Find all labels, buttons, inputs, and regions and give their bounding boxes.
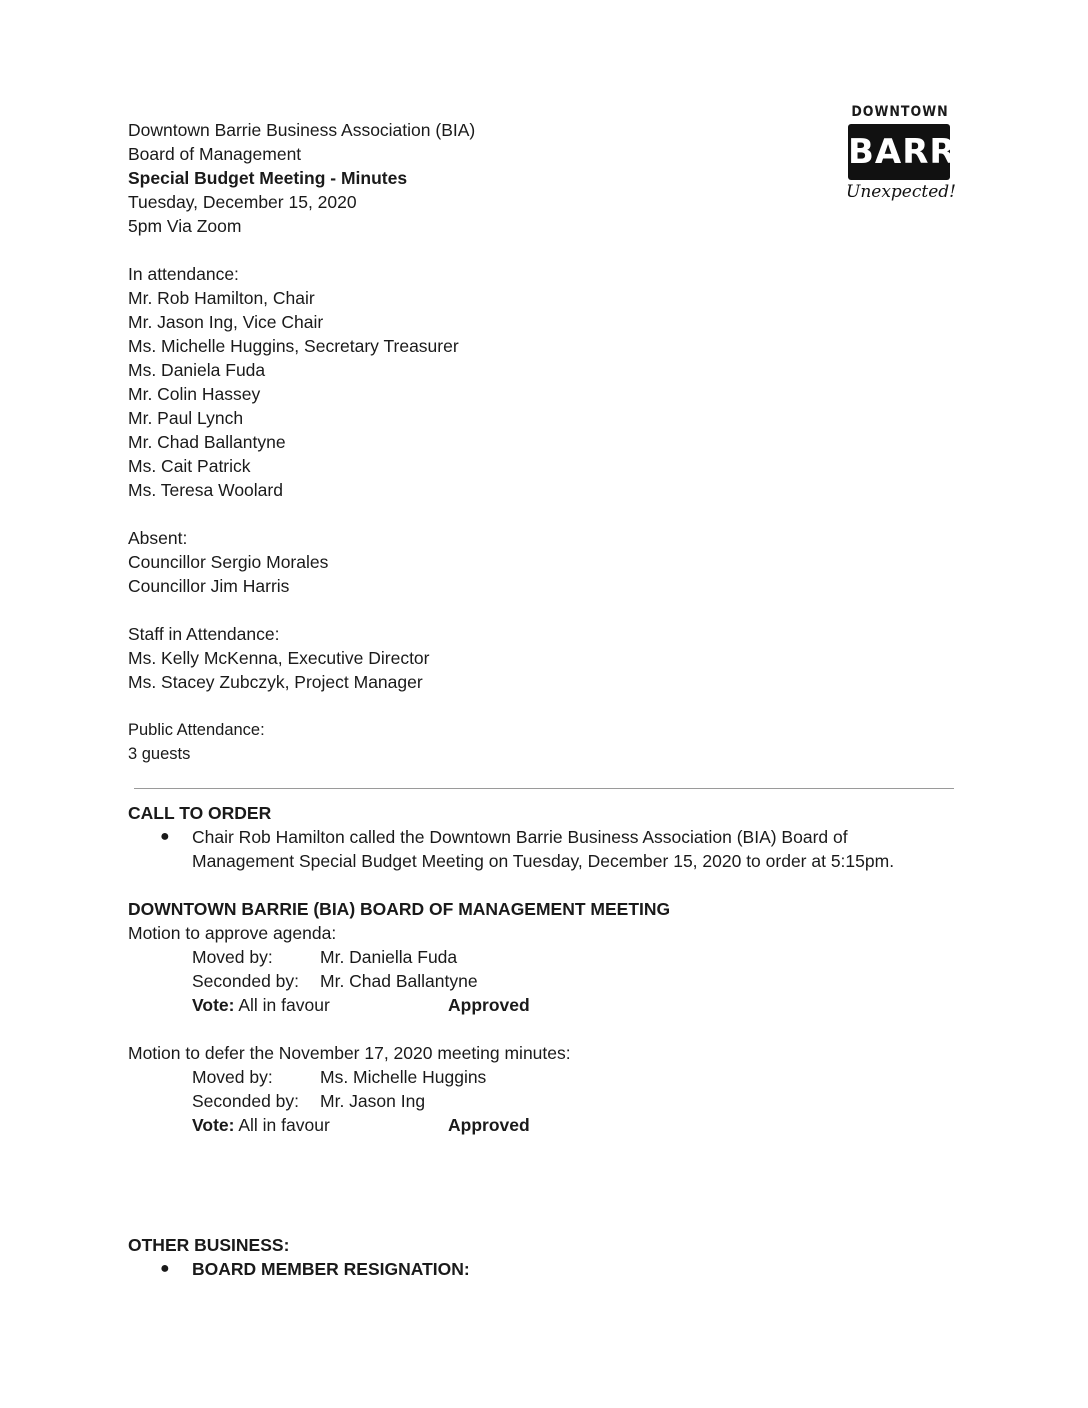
logo-tagline: Unexpected! (846, 182, 956, 202)
attendee: Mr. Rob Hamilton, Chair (128, 288, 315, 308)
vote-value: All in favour (238, 995, 330, 1015)
staff-member: Ms. Stacey Zubczyk, Project Manager (128, 672, 423, 692)
board-meeting-heading: DOWNTOWN BARRIE (BIA) BOARD OF MANAGEMENT MEETING (128, 899, 671, 919)
attendee: Mr. Chad Ballantyne (128, 432, 286, 452)
vote-label: Vote: (192, 995, 235, 1015)
other-business-heading: OTHER BUSINESS: (128, 1235, 290, 1255)
other-business-item: BOARD MEMBER RESIGNATION: (192, 1259, 470, 1279)
moved-by-label: Moved by: (192, 1067, 273, 1087)
seconded-by-value: Mr. Chad Ballantyne (320, 971, 478, 991)
vote-label: Vote: (192, 1115, 235, 1135)
meeting-title: Special Budget Meeting - Minutes (128, 168, 408, 188)
attendee: Ms. Daniela Fuda (128, 360, 266, 380)
staff-member: Ms. Kelly McKenna, Executive Director (128, 648, 430, 668)
logo-badge (848, 124, 995, 180)
attendance-heading: In attendance: (128, 264, 239, 284)
bullet-dot: ● (160, 828, 170, 845)
moved-by-value: Ms. Michelle Huggins (320, 1067, 487, 1087)
bullet-dot: ● (160, 1260, 170, 1277)
vote-value: All in favour (238, 1115, 330, 1135)
absent-member: Councillor Sergio Morales (128, 552, 329, 572)
moved-by-label: Moved by: (192, 947, 273, 967)
motion-result: Approved (448, 1115, 530, 1135)
call-to-order-heading: CALL TO ORDER (128, 803, 272, 823)
seconded-by-value: Mr. Jason Ing (320, 1091, 426, 1111)
attendee: Ms. Teresa Woolard (128, 480, 283, 500)
meeting-date: Tuesday, December 15, 2020 (128, 192, 357, 212)
section-divider (134, 788, 954, 789)
moved-by-value: Mr. Daniella Fuda (320, 947, 458, 967)
call-to-order-text-2: Management Special Budget Meeting on Tuesday, December 15, 2020 to order at 5:15pm. (192, 851, 895, 871)
motion-title: Motion to defer the November 17, 2020 meeting minutes: (128, 1043, 571, 1063)
logo-top-text: DOWNTOWN (851, 104, 949, 120)
attendee: Mr. Paul Lynch (128, 408, 244, 428)
attendee: Mr. Colin Hassey (128, 384, 261, 404)
attendee: Ms. Michelle Huggins, Secretary Treasurer (128, 336, 459, 356)
meeting-time-location: 5pm Via Zoom (128, 216, 242, 236)
public-heading: Public Attendance: (128, 721, 265, 739)
board-name: Board of Management (128, 144, 302, 164)
seconded-by-label: Seconded by: (192, 1091, 300, 1111)
vote-line (192, 1113, 330, 1137)
absent-heading: Absent: (128, 528, 188, 548)
motion-title: Motion to approve agenda: (128, 923, 337, 943)
org-name: Downtown Barrie Business Association (BIA) (128, 120, 476, 140)
vote-line (192, 993, 330, 1017)
logo-main-text: BARRIE (848, 132, 995, 172)
staff-heading: Staff in Attendance: (128, 624, 280, 644)
seconded-by-label: Seconded by: (192, 971, 300, 991)
motion-result: Approved (448, 995, 530, 1015)
public-count: 3 guests (128, 745, 191, 763)
attendee: Mr. Jason Ing, Vice Chair (128, 312, 324, 332)
attendee: Ms. Cait Patrick (128, 456, 251, 476)
downtown-barrie-logo (846, 104, 995, 212)
call-to-order-text-1: Chair Rob Hamilton called the Downtown Barrie Business Association (BIA) Board of (192, 827, 848, 847)
absent-member: Councillor Jim Harris (128, 576, 290, 596)
